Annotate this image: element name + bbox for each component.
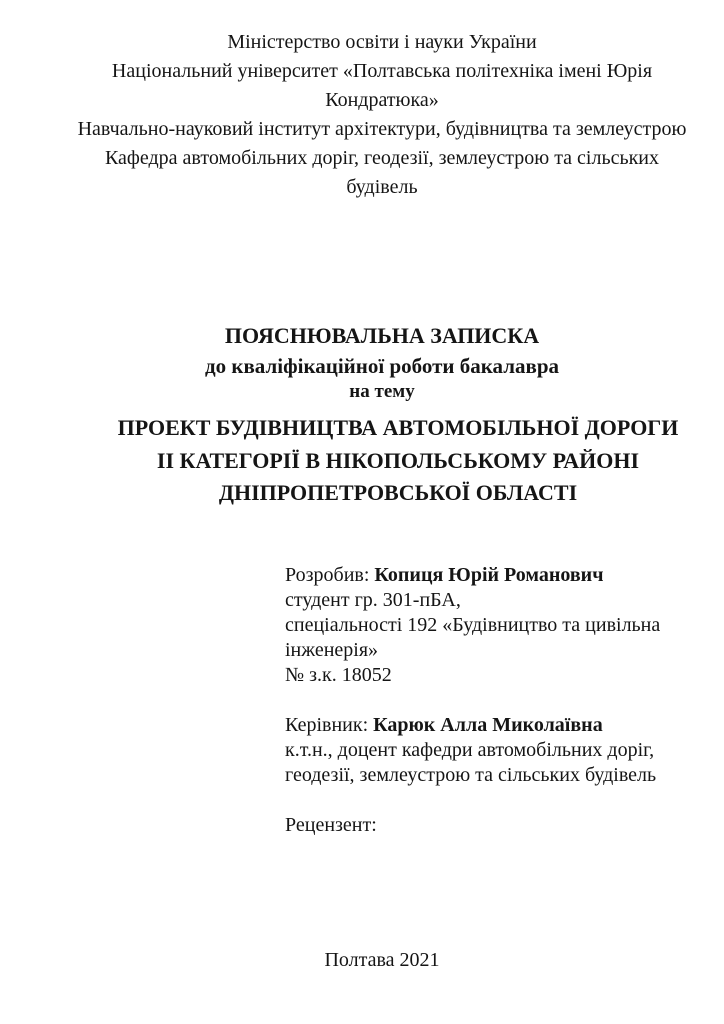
ministry-line: Міністерство освіти і науки України bbox=[227, 31, 537, 53]
supervisor-title-2: геодезії, землеустрою та сільських будівель bbox=[285, 764, 657, 786]
department-line: Кафедра автомобільних доріг, геодезії, землеустрою та сільських будівель bbox=[104, 147, 660, 198]
topic-line-1: ПРОЕКТ БУДІВНИЦТВА АВТОМОБІЛЬНОЇ ДОРОГИ bbox=[117, 415, 679, 440]
document-subtitle: до кваліфікаційної роботи бакалавра bbox=[204, 354, 560, 378]
supervisor-line bbox=[285, 713, 704, 738]
city-year: Полтава 2021 bbox=[324, 949, 440, 971]
document-type-title: ПОЯСНЮВАЛЬНА ЗАПИСКА bbox=[224, 323, 540, 348]
supervisor-title-1: к.т.н., доцент кафедри автомобільних доріг, bbox=[285, 739, 655, 761]
thesis-topic bbox=[96, 412, 700, 510]
university-line: Національний університет «Полтавська політехніка імені Юрія Кондратюка» bbox=[111, 60, 653, 111]
developer-speciality: спеціальності 192 «Будівництво та цивільна інженерія» bbox=[285, 614, 661, 661]
developer-name: Копиця Юрій Романович bbox=[374, 564, 604, 586]
document-header bbox=[70, 28, 694, 202]
supervisor-name: Карюк Алла Миколаївна bbox=[373, 714, 603, 736]
reviewer-label: Рецензент: bbox=[285, 814, 377, 836]
developer-group: студент гр. 301-пБА, bbox=[285, 589, 461, 611]
topic-line-3: ДНІПРОПЕТРОВСЬКОЇ ОБЛАСТІ bbox=[218, 480, 578, 505]
reviewer-line bbox=[285, 813, 704, 838]
document-type-block bbox=[70, 319, 694, 404]
on-topic-label: на тему bbox=[349, 381, 415, 402]
developer-label: Розробив: bbox=[285, 564, 370, 586]
supervisor-label: Керівник: bbox=[285, 714, 369, 736]
developer-record-number: № з.к. 18052 bbox=[285, 664, 392, 686]
credits-block bbox=[285, 563, 704, 838]
institute-line: Навчально-науковий інститут архітектури, будівництва та землеустрою bbox=[77, 118, 687, 140]
topic-line-2: ІІ КАТЕГОРІЇ В НІКОПОЛЬСЬКОМУ РАЙОНІ bbox=[156, 447, 640, 473]
page-footer bbox=[70, 948, 694, 973]
developer-line bbox=[285, 563, 704, 588]
